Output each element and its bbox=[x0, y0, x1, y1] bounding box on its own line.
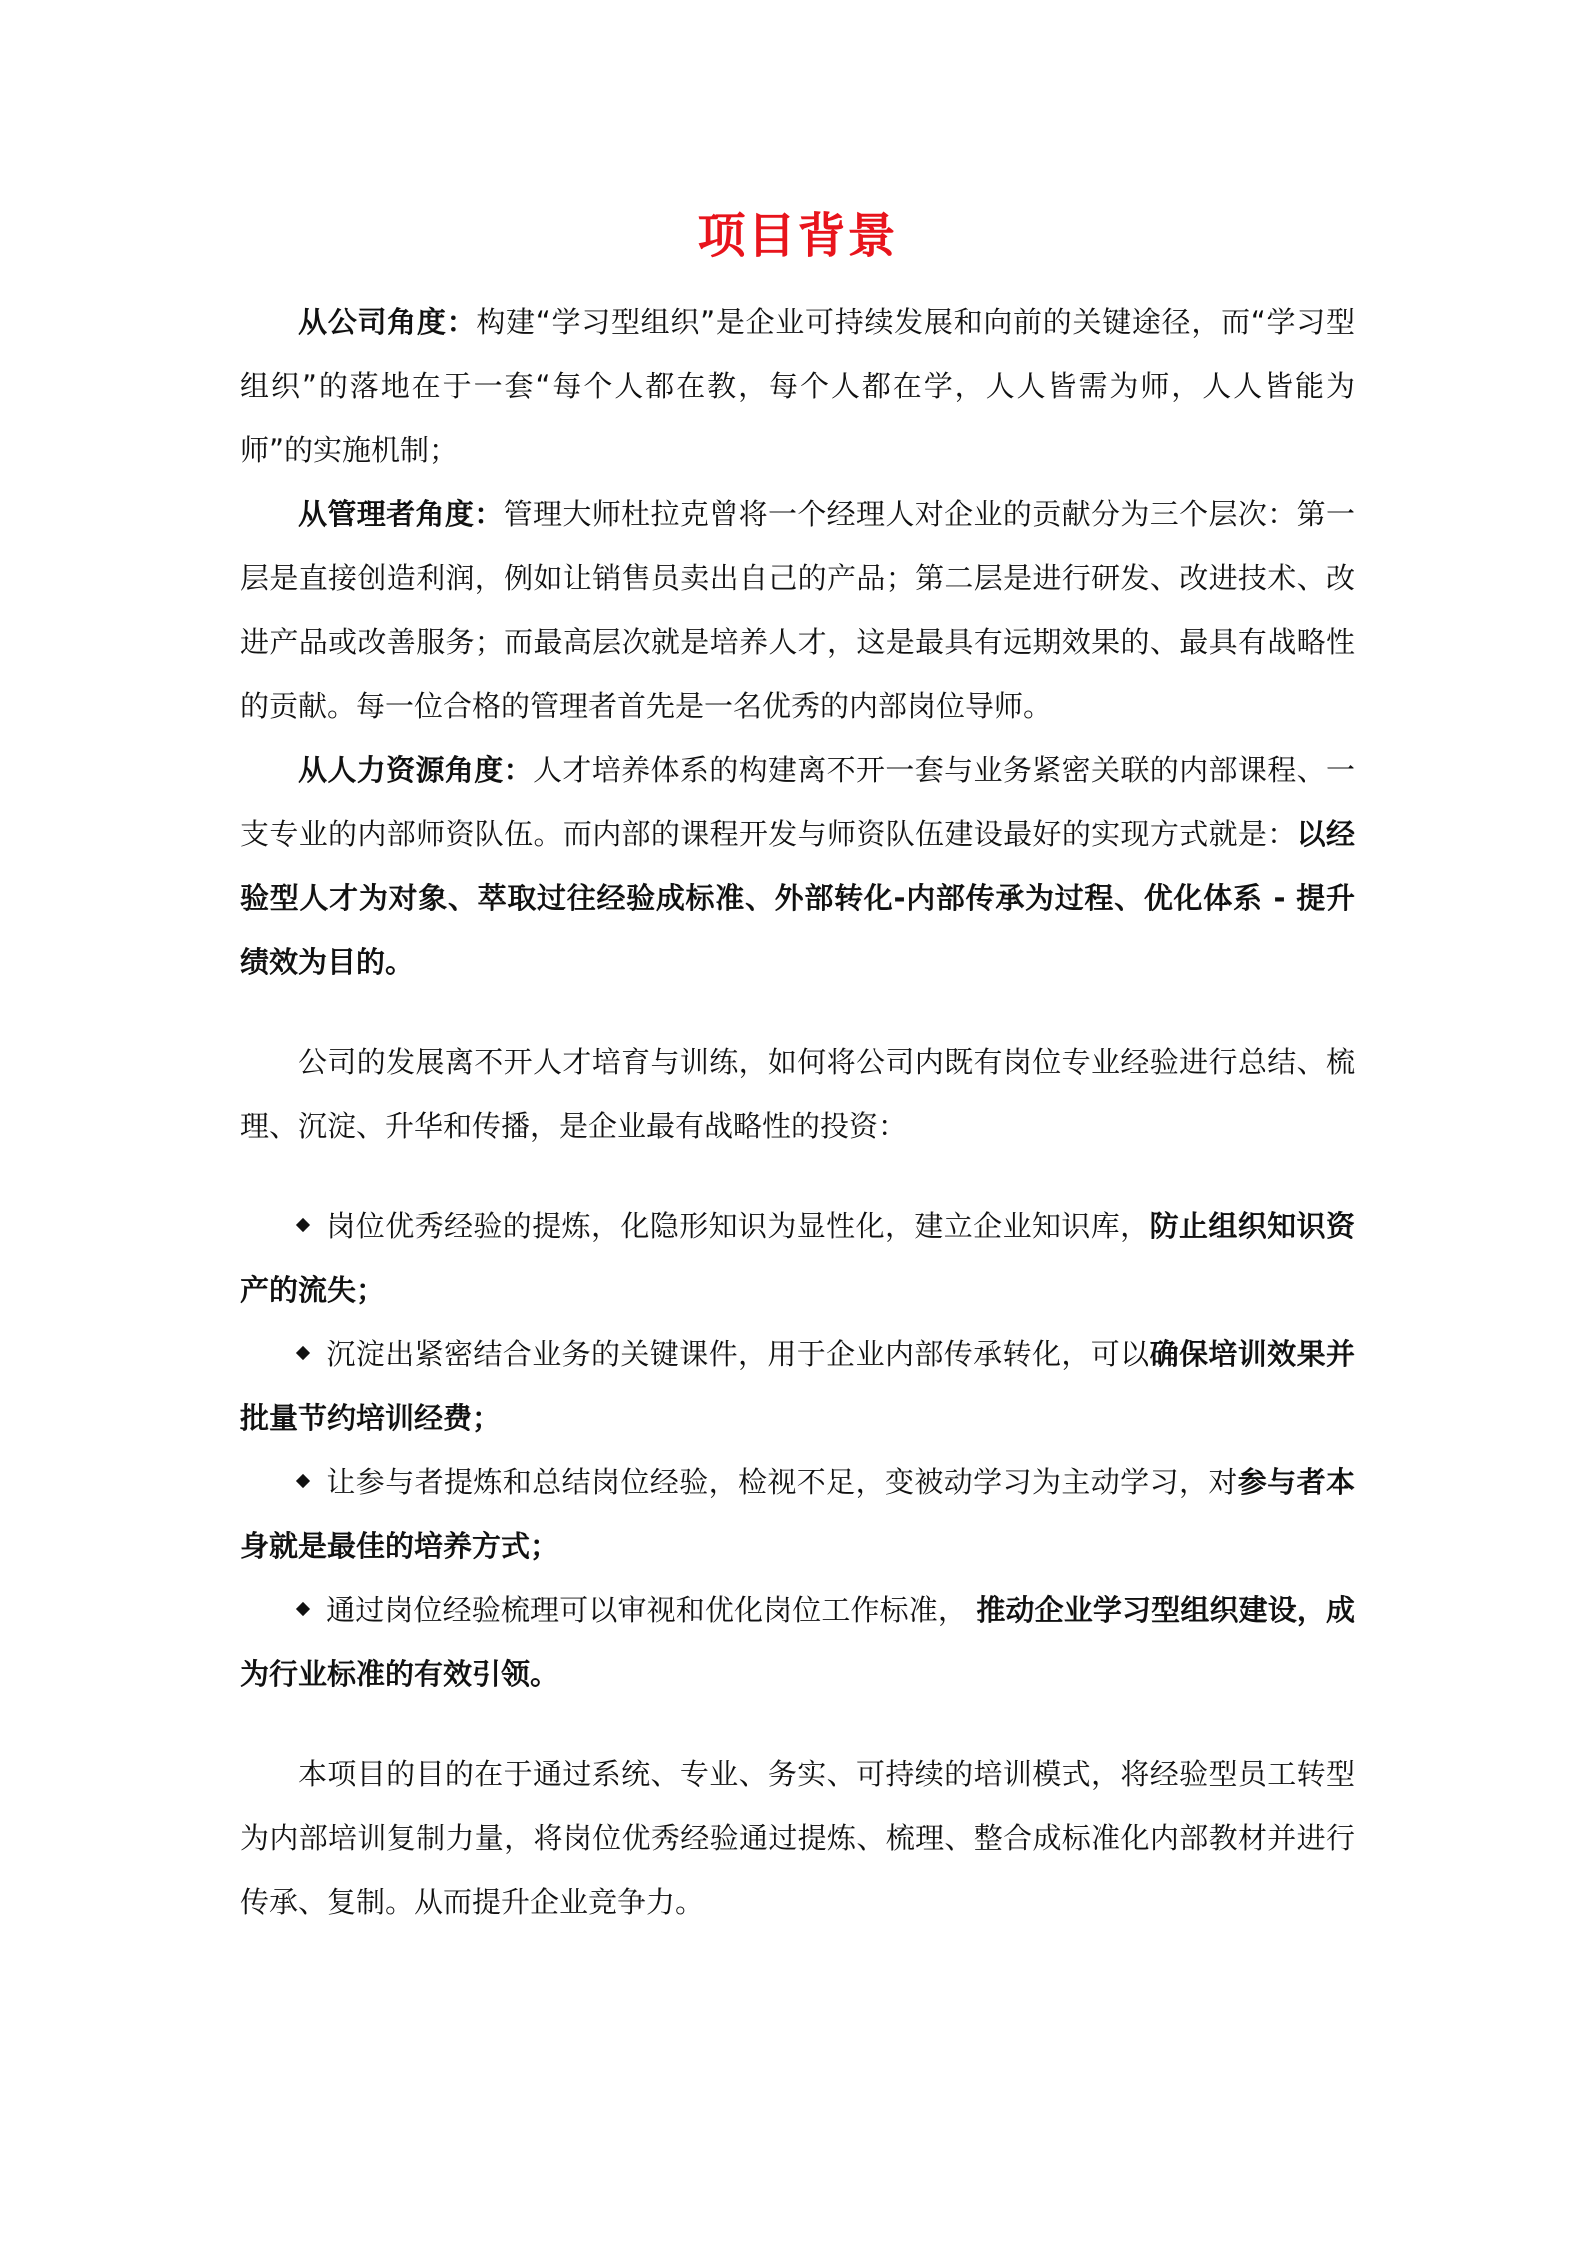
bullet-text: 通过岗位经验梳理可以审视和优化岗位工作标准， bbox=[326, 1593, 977, 1627]
manager-perspective-label: 从管理者角度： bbox=[298, 497, 504, 531]
bullet-text: 沉淀出紧密结合业务的关键课件，用于企业内部传承转化，可以 bbox=[326, 1337, 1150, 1371]
bullet-text: 岗位优秀经验的提炼，化隐形知识为显性化，建立企业知识库， bbox=[326, 1209, 1150, 1243]
hr-perspective-label: 从人力资源角度： bbox=[298, 753, 533, 787]
bullet-item bbox=[240, 1194, 1355, 1322]
bullet-text: 让参与者提炼和总结岗位经验，检视不足，变被动学习为主动学习，对 bbox=[326, 1465, 1238, 1499]
paragraph-manager-perspective bbox=[240, 482, 1355, 738]
paragraph-hr-perspective bbox=[240, 738, 1355, 994]
bullet-item bbox=[240, 1322, 1355, 1450]
diamond-bullet-icon bbox=[296, 1474, 310, 1488]
bullet-list bbox=[240, 1194, 1355, 1706]
bullet-bold-text: 参与者本身就是最佳的培养方式； bbox=[240, 1465, 1355, 1563]
paragraph-project-purpose: 本项目的目的在于通过系统、专业、务实、可持续的培训模式，将经验型员工转型为内部培训复制力量，将岗位优秀经验通过提炼、梳理、整合成标准化内部教材并进行传承、复制。从而提升企业竞争力。 bbox=[240, 1757, 1355, 1919]
bullet-bold-text: 防止组织知识资产的流失； bbox=[240, 1209, 1355, 1307]
bullet-item bbox=[240, 1450, 1355, 1578]
company-perspective-text: 构建“学习型组织”是企业可持续发展和向前的关键途径，而“学习型组织”的落地在于一套“每个人都在教，每个人都在学，人人皆需为师，人人皆能为师”的实施机制； bbox=[240, 305, 1355, 467]
paragraph-company-perspective bbox=[240, 290, 1355, 482]
hr-perspective-bold-conclusion: 以经验型人才为对象、萃取过往经验成标准、外部转化-内部传承为过程、优化体系 - 提升绩效为目的。 bbox=[240, 817, 1355, 979]
paragraph-company-development: 公司的发展离不开人才培育与训练，如何将公司内既有岗位专业经验进行总结、梳理、沉淀、升华和传播，是企业最有战略性的投资： bbox=[240, 1045, 1355, 1143]
diamond-bullet-icon bbox=[296, 1602, 310, 1616]
manager-perspective-text: 管理大师杜拉克曾将一个经理人对企业的贡献分为三个层次：第一层是直接创造利润，例如让销售员卖出自己的产品；第二层是进行研发、改进技术、改进产品或改善服务；而最高层次就是培养人才，这是最具有远期效果的、最具有战略性的贡献。每一位合格的管理者首先是一名优秀的内部岗位导师。 bbox=[240, 497, 1355, 723]
bullet-bold-text: 推动企业学习型组织建设，成为行业标准的有效引领。 bbox=[240, 1593, 1355, 1691]
bullet-bold-text: 确保培训效果并批量节约培训经费； bbox=[240, 1337, 1355, 1435]
page-title: 项目背景 bbox=[697, 208, 898, 264]
diamond-bullet-icon bbox=[296, 1218, 310, 1232]
diamond-bullet-icon bbox=[296, 1346, 310, 1360]
document-page bbox=[240, 200, 1355, 1934]
bullet-item bbox=[240, 1578, 1355, 1706]
company-perspective-label: 从公司角度： bbox=[298, 305, 477, 339]
hr-perspective-text: 人才培养体系的构建离不开一套与业务紧密关联的内部课程、一支专业的内部师资队伍。而内部的课程开发与师资队伍建设最好的实现方式就是： bbox=[240, 753, 1355, 851]
